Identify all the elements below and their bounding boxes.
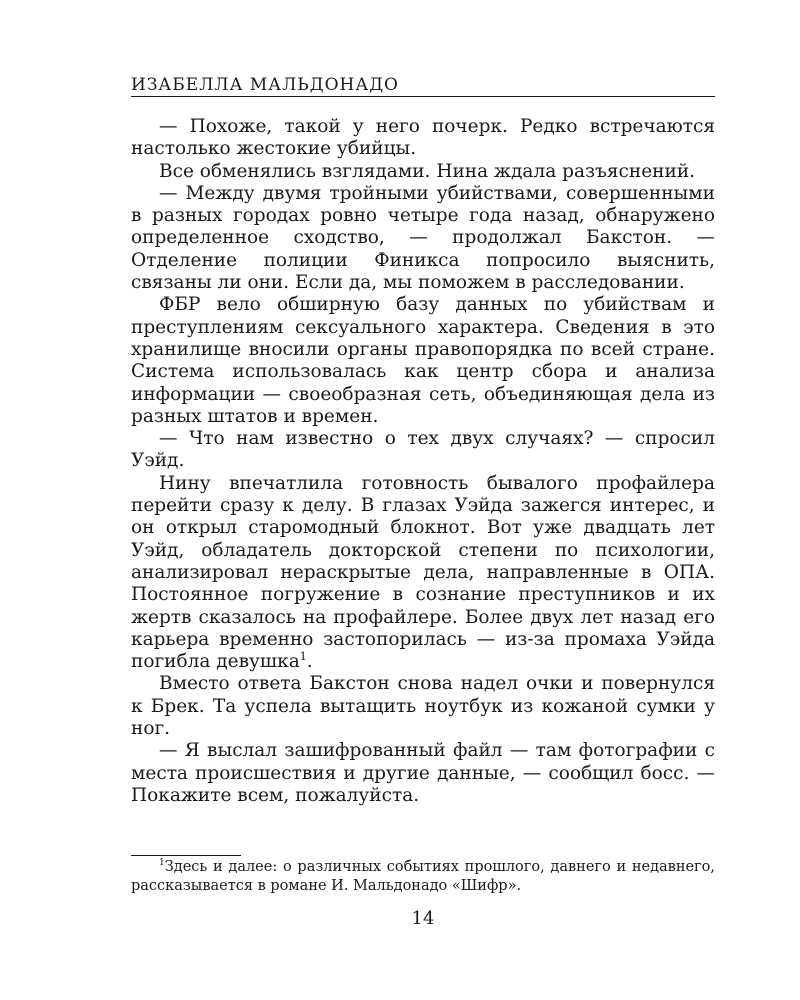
paragraph: Вместо ответа Бакстон снова надел очки и повернулся к Брек. Та успела вытащить ноутбук из кожаной сумки у ног. — [131, 673, 715, 740]
paragraph: ФБР вело обширную базу данных по убийствам и преступлениям сексуального характера. Сведения в это хранилище вносили органы правопорядка по всей стране. Система использовалась как центр сбора и анализа информации — своеобразная сеть, объединяющая дела из разных штатов и времен. — [131, 294, 715, 427]
paragraph: Все обменялись взглядами. Нина ждала разъяснений. — [159, 160, 696, 182]
page-number: 14 — [411, 908, 435, 929]
running-head: ИЗАБЕЛЛА МАЛЬДОНАДО — [131, 75, 399, 95]
footnote-number: 1 — [159, 858, 165, 869]
paragraph: — Я выслал зашифрованный файл — там фотографии с места происшествия и другие данные, — сообщил босс. — Покажите всем, пожалуйста. — [131, 740, 715, 806]
footnote-reference: 1 — [299, 649, 307, 663]
paragraph-text: Нину впечатлила готовность бывалого профайлера перейти сразу к делу. В глазах Уэйда зажегся интерес, и он открыл старомодный блокнот. Вот уже двадцать лет Уэйд, обладатель докторской степени по психологии, анализировал нераскрытые дела, направленные в ОПА. Постоянное погружение в сознание преступников и их жертв сказалось на профайлере. Более двух лет назад его карьера временно застопорилась — из-за промаха Уэйда погибла девушка — [131, 472, 715, 673]
paragraph-with-footnote — [131, 473, 715, 674]
paragraph: — Похоже, такой у него почерк. Редко встречаются настолько жестокие убийцы. — [131, 116, 715, 160]
paragraph-tail: . — [306, 651, 313, 673]
footnote-text: Здесь и далее: о различных событиях прошлого, давнего и недавнего, рассказывается в романе И. Мальдонадо «Шифр». — [131, 859, 715, 894]
header-rule — [131, 96, 715, 97]
paragraph: — Между двумя тройными убийствами, совершенными в разных городах ровно четыре года назад, обнаружено определенное сходство, — продолжал Бакстон. — Отделение полиции Финикса попросило выяснить, связаны ли они. Если да, мы поможем в расследовании. — [131, 182, 715, 294]
body-text — [131, 116, 715, 807]
footnote-rule — [131, 855, 241, 856]
footnote — [131, 858, 715, 896]
paragraph: — Что нам известно о тех двух случаях? — спросил Уэйд. — [131, 428, 715, 472]
